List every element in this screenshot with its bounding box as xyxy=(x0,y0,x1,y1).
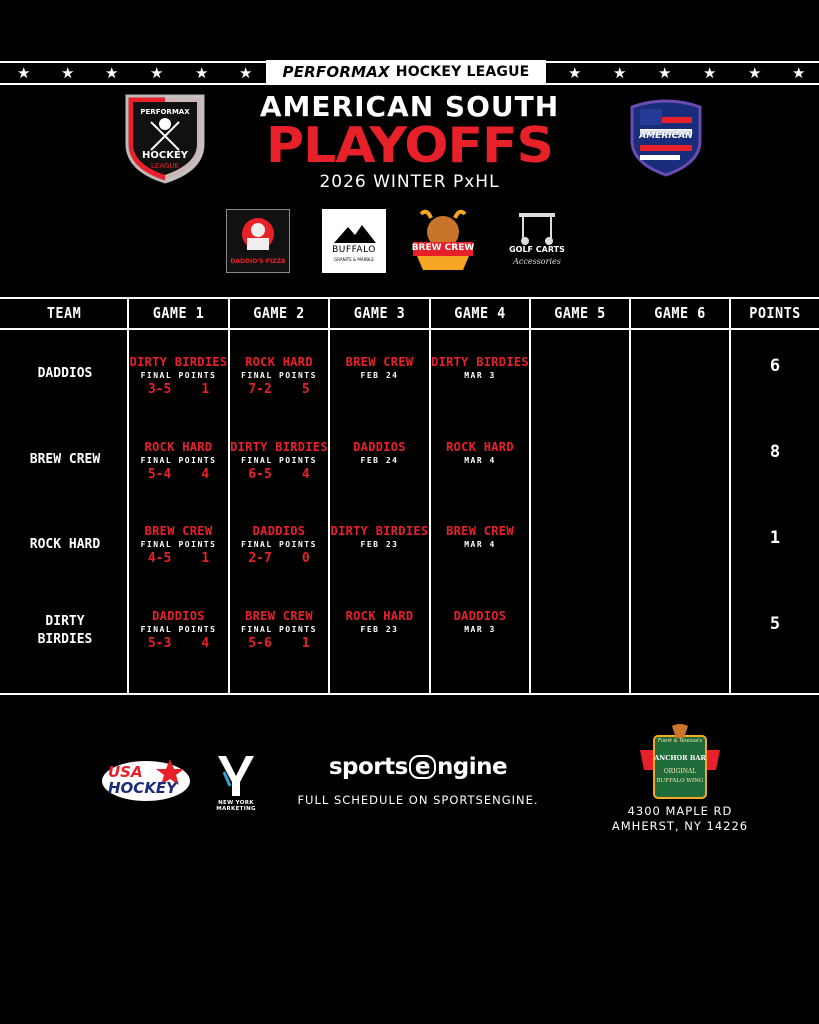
star-icon: ★ xyxy=(568,64,582,82)
header-game-4: GAME 4 xyxy=(454,304,506,322)
anchor-bar-line4: BUFFALO WING xyxy=(656,778,704,784)
game-cell xyxy=(230,524,328,566)
game-score: 4-5 xyxy=(147,551,172,566)
final-points-label: FINAL POINTS xyxy=(241,625,317,634)
team-name: DADDIOS xyxy=(37,366,93,381)
game-cell xyxy=(330,355,429,380)
star-icon: ★ xyxy=(239,64,253,82)
anchor-bar-line3: ORIGINAL xyxy=(663,768,697,775)
game-cell xyxy=(431,524,529,549)
game-score: 7-2 xyxy=(248,382,272,397)
division-logo-text: AMERICAN xyxy=(639,131,693,141)
star-icon: ★ xyxy=(792,64,806,82)
final-points-label: FINAL POINTS xyxy=(140,540,217,549)
ny-marketing-text: NEW YORK MARKETING xyxy=(216,800,256,812)
opponent-name: ROCK HARD xyxy=(345,609,414,623)
final-points-label: FINAL POINTS xyxy=(241,371,317,380)
opponent-name: DADDIOS xyxy=(453,609,507,623)
team-name: BREW CREW xyxy=(29,452,101,467)
opponent-name: BREW CREW xyxy=(245,609,313,623)
star-icon: ★ xyxy=(61,64,75,82)
daddios-pizza-logo xyxy=(226,209,290,273)
league-logo-brand: PERFORMAX xyxy=(140,108,190,116)
header-points: POINTS xyxy=(749,304,801,322)
star-icon: ★ xyxy=(703,64,717,82)
game-points: 0 xyxy=(301,551,310,566)
brew-crew-logo-text: BREW CREW xyxy=(411,243,475,253)
league-logo-sub: LEAGUE xyxy=(151,162,179,170)
playoffs-title: PLAYOFFS xyxy=(265,117,553,175)
game-cell xyxy=(330,440,429,465)
star-icon: ★ xyxy=(658,64,672,82)
game-points: 4 xyxy=(201,636,210,651)
game-cell xyxy=(431,355,529,380)
sportsengine-right: ngine xyxy=(436,754,508,780)
division-title: AMERICAN SOUTH xyxy=(259,90,560,123)
anchor-bar-logo xyxy=(632,724,728,800)
header-game-6: GAME 6 xyxy=(654,304,706,322)
header-game-3: GAME 3 xyxy=(353,304,406,322)
final-points-label: FINAL POINTS xyxy=(140,456,217,465)
league-logo-text: HOCKEY xyxy=(141,150,189,161)
game-date: MAR 3 xyxy=(464,371,496,380)
game-points: 1 xyxy=(201,551,210,566)
column-divider xyxy=(529,299,531,695)
header-game-1: GAME 1 xyxy=(152,304,205,322)
team-points: 5 xyxy=(769,614,781,634)
header-game-5: GAME 5 xyxy=(554,304,606,322)
game-cell xyxy=(431,440,529,465)
game-score: 6-5 xyxy=(248,467,272,482)
star-icon: ★ xyxy=(150,64,164,82)
buffalo-logo-text: BUFFALO xyxy=(332,245,376,255)
league-brand: PERFORMAX xyxy=(282,63,390,81)
season-title: 2026 WINTER PxHL xyxy=(319,172,500,192)
opponent-name: BREW CREW xyxy=(345,355,414,369)
final-points-label: FINAL POINTS xyxy=(241,540,317,549)
team-name-line: BIRDIES xyxy=(37,632,93,647)
opponent-name: ROCK HARD xyxy=(245,355,313,369)
final-points-label: FINAL POINTS xyxy=(241,456,317,465)
final-points-label: FINAL POINTS xyxy=(140,625,217,634)
game-cell xyxy=(330,524,429,549)
game-cell xyxy=(431,609,529,634)
game-date: FEB 24 xyxy=(360,371,399,380)
game-score: 5-4 xyxy=(147,467,172,482)
game-cell xyxy=(230,440,328,482)
game-points: 5 xyxy=(301,382,310,397)
team-points: 1 xyxy=(769,528,781,548)
game-cell xyxy=(129,355,228,397)
game-date: MAR 4 xyxy=(464,456,496,465)
star-banner xyxy=(0,61,819,85)
golf-carts-logo xyxy=(507,209,567,273)
opponent-name: DADDIOS xyxy=(252,524,306,538)
ny-marketing-logo xyxy=(200,752,272,810)
game-cell xyxy=(230,609,328,651)
opponent-name: DADDIOS xyxy=(353,440,406,454)
game-date: MAR 3 xyxy=(464,625,496,634)
game-cell xyxy=(129,524,228,566)
golf-carts-logo-sub: Accessories xyxy=(513,257,561,266)
golf-carts-logo-text: GOLF CARTS xyxy=(509,245,565,254)
usa-hockey-logo xyxy=(100,755,192,805)
sportsengine-mark: e xyxy=(409,755,436,779)
sportsengine-logo xyxy=(318,752,518,782)
final-points-label: FINAL POINTS xyxy=(140,371,217,380)
game-score: 5-6 xyxy=(248,636,272,651)
opponent-name: DIRTY BIRDIES xyxy=(330,524,429,538)
team-name: ROCK HARD xyxy=(29,537,101,552)
team-points: 6 xyxy=(769,356,781,376)
game-date: FEB 23 xyxy=(360,625,399,634)
game-points: 4 xyxy=(301,467,310,482)
buffalo-logo-sub: GRANITE & MARBLE xyxy=(334,257,374,262)
opponent-name: DIRTY BIRDIES xyxy=(129,355,228,369)
standings-table xyxy=(0,297,819,695)
game-cell xyxy=(129,440,228,482)
opponent-name: DIRTY BIRDIES xyxy=(230,440,328,454)
usa-hockey-usa: USA xyxy=(108,763,143,781)
star-icon: ★ xyxy=(105,64,119,82)
league-name: HOCKEY LEAGUE xyxy=(395,64,530,80)
header-team: TEAM xyxy=(46,304,82,322)
league-name-box xyxy=(266,60,546,84)
game-date: MAR 4 xyxy=(464,540,496,549)
game-score: 5-3 xyxy=(147,636,172,651)
team-points: 8 xyxy=(769,442,781,462)
game-date: FEB 24 xyxy=(360,456,399,465)
game-cell xyxy=(330,609,429,634)
team-name xyxy=(0,613,130,649)
opponent-name: DADDIOS xyxy=(152,609,205,623)
game-points: 1 xyxy=(301,636,310,651)
opponent-name: BREW CREW xyxy=(144,524,213,538)
header-divider xyxy=(0,328,819,330)
game-date: FEB 23 xyxy=(360,540,399,549)
star-icon: ★ xyxy=(195,64,209,82)
game-score: 2-7 xyxy=(248,551,272,566)
opponent-name: DIRTY BIRDIES xyxy=(431,355,529,369)
game-points: 4 xyxy=(201,467,210,482)
anchor-bar-line2: ANCHOR BAR xyxy=(654,754,706,762)
opponent-name: BREW CREW xyxy=(446,524,514,538)
game-points: 1 xyxy=(201,382,210,397)
game-cell xyxy=(129,609,228,651)
daddios-logo-text: DADDIO'S PIZZA xyxy=(230,258,286,265)
sportsengine-left: sports xyxy=(328,754,408,780)
star-icon: ★ xyxy=(748,64,762,82)
usa-hockey-hockey: HOCKEY xyxy=(108,779,178,797)
opponent-name: ROCK HARD xyxy=(144,440,213,454)
column-divider xyxy=(629,299,631,695)
star-icon: ★ xyxy=(613,64,627,82)
anchor-bar-line1: Frank & Teressa's xyxy=(657,738,703,744)
address-line-2: AMHERST, NY 14226 xyxy=(611,819,749,833)
game-score: 3-5 xyxy=(147,382,172,397)
star-icon: ★ xyxy=(17,64,31,82)
opponent-name: ROCK HARD xyxy=(446,440,514,454)
brew-crew-logo xyxy=(407,206,479,274)
address-line-1: 4300 MAPLE RD xyxy=(627,804,733,818)
team-name-line: DIRTY xyxy=(45,614,85,629)
header-game-2: GAME 2 xyxy=(253,304,305,322)
buffalo-granite-logo xyxy=(322,209,386,273)
game-cell xyxy=(230,355,328,397)
schedule-note: FULL SCHEDULE ON SPORTSENGINE. xyxy=(297,793,539,807)
